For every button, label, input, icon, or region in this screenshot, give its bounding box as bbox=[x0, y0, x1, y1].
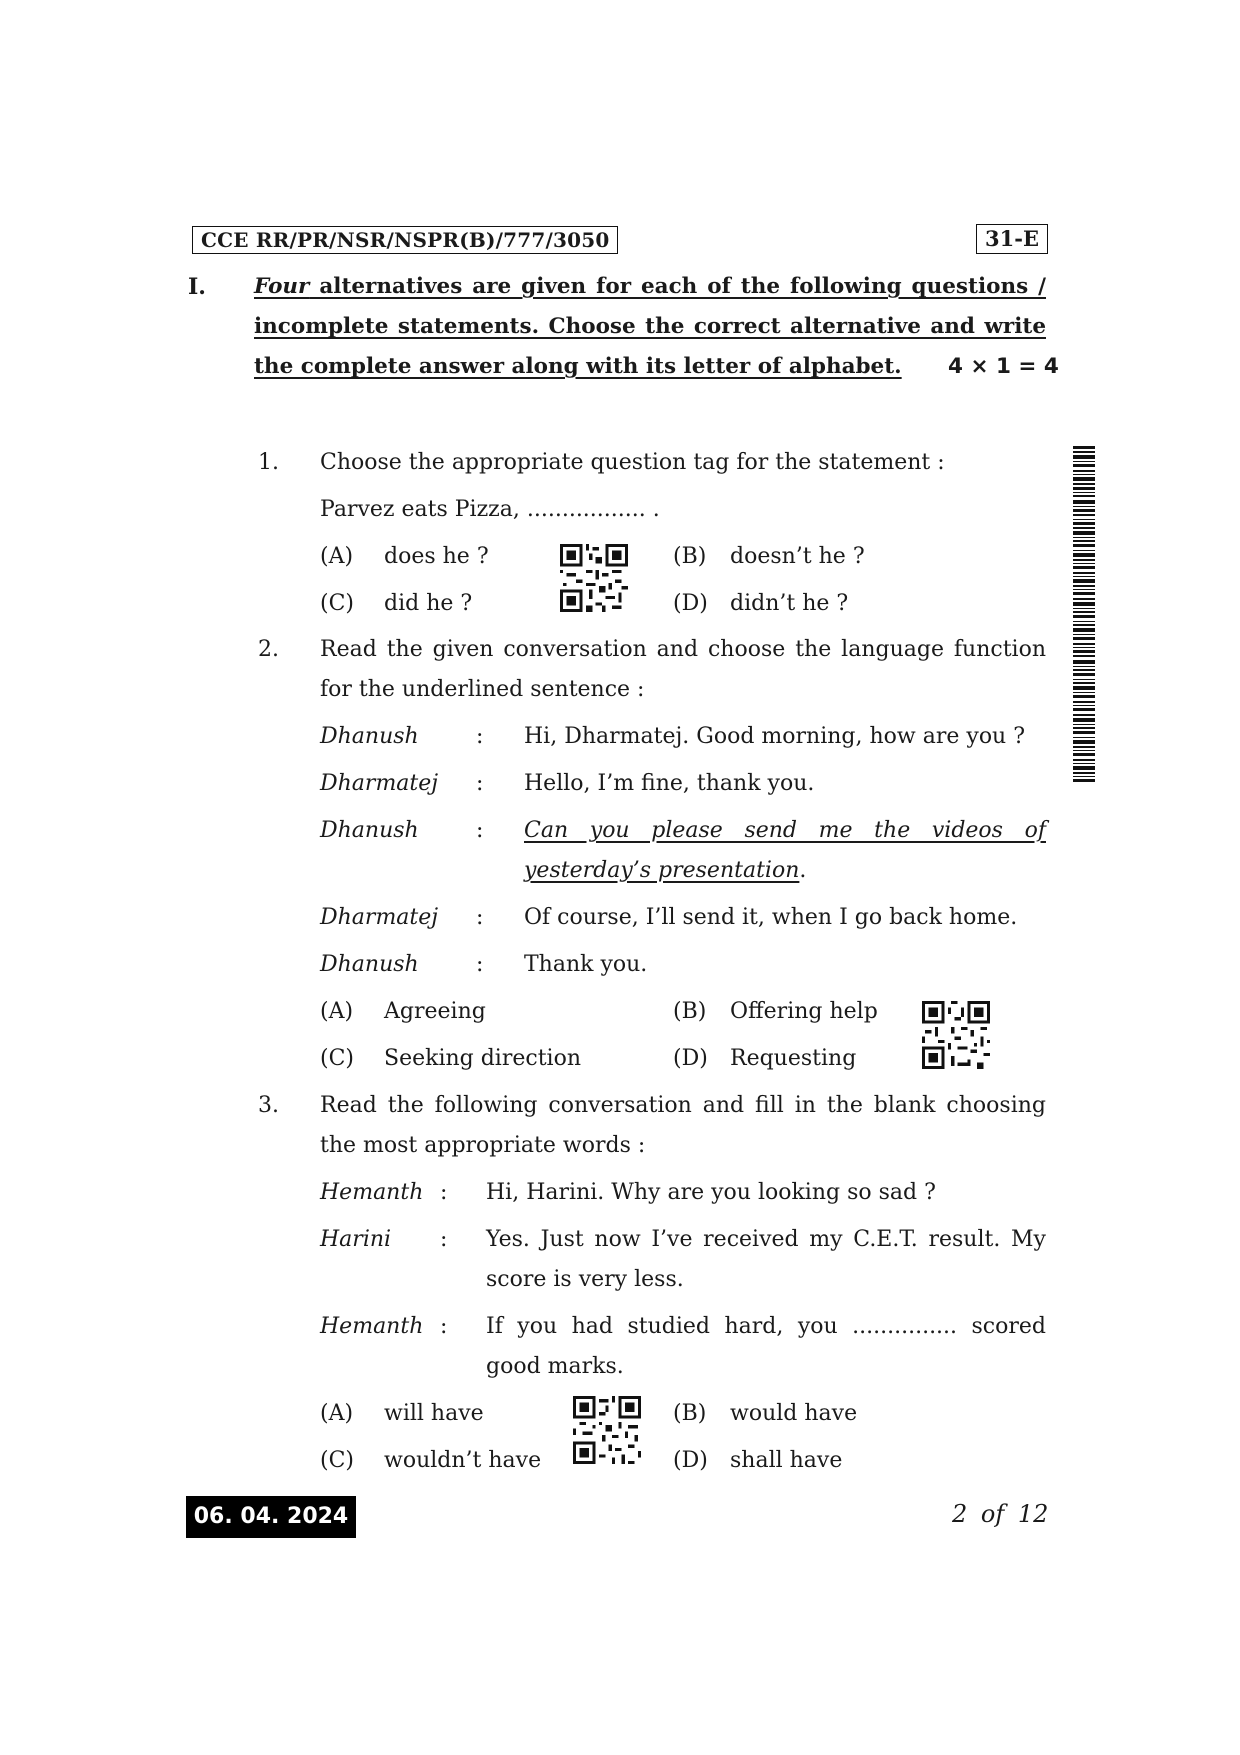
q1-statement: Parvez eats Pizza, ................. . bbox=[320, 497, 660, 522]
q2-underlined-period: . bbox=[799, 858, 807, 883]
q2-text-line-1: Read the given conversation and choose the language function bbox=[320, 637, 1046, 662]
q3-option-d-letter: (D) bbox=[673, 1448, 708, 1473]
q3-option-d[interactable]: shall have bbox=[730, 1448, 843, 1473]
q3-colon-1: : bbox=[440, 1180, 448, 1205]
q1-option-b-letter: (B) bbox=[673, 544, 707, 569]
instruction-line-1-text: alternatives are given for each of the following questions / bbox=[309, 274, 1046, 299]
q3-option-c-letter: (C) bbox=[320, 1448, 354, 1473]
q2-colon-1: : bbox=[476, 724, 484, 749]
q1-option-b[interactable]: doesn’t he ? bbox=[730, 544, 865, 569]
q3-colon-3: : bbox=[440, 1314, 448, 1339]
q2-speaker-3: Dhanush bbox=[320, 818, 419, 843]
qr-code-icon bbox=[560, 544, 628, 612]
instruction-line-1 bbox=[254, 274, 1046, 299]
exam-date-badge: 06. 04. 2024 bbox=[186, 1496, 356, 1538]
q2-option-b[interactable]: Offering help bbox=[730, 999, 878, 1024]
page-number: 2 of 12 bbox=[952, 1500, 1049, 1528]
q1-option-c-letter: (C) bbox=[320, 591, 354, 616]
q3-line-3b: good marks. bbox=[486, 1354, 624, 1379]
q2-speaker-1: Dhanush bbox=[320, 724, 419, 749]
q3-option-b-letter: (B) bbox=[673, 1401, 707, 1426]
q2-line-5: Thank you. bbox=[524, 952, 648, 977]
q2-speaker-2: Dharmatej bbox=[320, 771, 439, 796]
q3-option-b[interactable]: would have bbox=[730, 1401, 858, 1426]
q1-option-c[interactable]: did he ? bbox=[384, 591, 473, 616]
q3-line-3a: If you had studied hard, you ............... scored bbox=[486, 1314, 1046, 1339]
paper-code: CCE RR/PR/NSR/NSPR(B)/777/3050 bbox=[192, 226, 618, 254]
instruction-line-2: incomplete statements. Choose the correct alternative and write bbox=[254, 314, 1046, 339]
q2-option-a[interactable]: Agreeing bbox=[384, 999, 486, 1024]
section-marks: 4 × 1 = 4 bbox=[948, 354, 1059, 379]
q2-option-b-letter: (B) bbox=[673, 999, 707, 1024]
q2-option-d[interactable]: Requesting bbox=[730, 1046, 857, 1071]
barcode-icon bbox=[1073, 446, 1095, 782]
q2-underlined-line-2: yesterday’s presentation bbox=[524, 858, 800, 883]
q2-line-2: Hello, I’m fine, thank you. bbox=[524, 771, 815, 796]
q2-option-a-letter: (A) bbox=[320, 999, 354, 1024]
q3-line-1: Hi, Harini. Why are you looking so sad ? bbox=[486, 1180, 936, 1205]
q2-option-d-letter: (D) bbox=[673, 1046, 708, 1071]
q3-line-2a: Yes. Just now I’ve received my C.E.T. result. My bbox=[486, 1227, 1046, 1252]
q1-text: Choose the appropriate question tag for the statement : bbox=[320, 450, 945, 475]
q2-speaker-5: Dhanush bbox=[320, 952, 419, 977]
section-number: I. bbox=[188, 274, 206, 300]
q1-option-d[interactable]: didn’t he ? bbox=[730, 591, 849, 616]
q2-underlined-line-1: Can you please send me the videos of bbox=[524, 818, 1046, 843]
q2-colon-3: : bbox=[476, 818, 484, 843]
q3-option-a[interactable]: will have bbox=[384, 1401, 484, 1426]
q2-line-1: Hi, Dharmatej. Good morning, how are you ? bbox=[524, 724, 1026, 749]
q1-option-a[interactable]: does he ? bbox=[384, 544, 489, 569]
q2-colon-2: : bbox=[476, 771, 484, 796]
paper-id: 31-E bbox=[976, 224, 1048, 254]
q2-colon-4: : bbox=[476, 905, 484, 930]
q1-option-a-letter: (A) bbox=[320, 544, 354, 569]
instruction-line-3: the complete answer along with its letter of alphabet. bbox=[254, 354, 902, 379]
q3-speaker-3: Hemanth bbox=[320, 1314, 424, 1339]
q2-option-c-letter: (C) bbox=[320, 1046, 354, 1071]
q3-speaker-2: Harini bbox=[320, 1227, 392, 1252]
q3-text-line-2: the most appropriate words : bbox=[320, 1133, 646, 1158]
q2-underlined-line-2-wrap bbox=[524, 858, 806, 883]
qr-code-icon bbox=[922, 1001, 990, 1069]
q1-number: 1. bbox=[258, 450, 279, 475]
q3-speaker-1: Hemanth bbox=[320, 1180, 424, 1205]
q3-option-a-letter: (A) bbox=[320, 1401, 354, 1426]
q2-text-line-2: for the underlined sentence : bbox=[320, 677, 645, 702]
q2-line-4: Of course, I’ll send it, when I go back home. bbox=[524, 905, 1018, 930]
q2-speaker-4: Dharmatej bbox=[320, 905, 439, 930]
q3-line-2b: score is very less. bbox=[486, 1267, 684, 1292]
q3-number: 3. bbox=[258, 1093, 279, 1118]
q2-option-c[interactable]: Seeking direction bbox=[384, 1046, 581, 1071]
instruction-emphasis: Four bbox=[254, 274, 310, 299]
q3-option-c[interactable]: wouldn’t have bbox=[384, 1448, 542, 1473]
q2-colon-5: : bbox=[476, 952, 484, 977]
q2-number: 2. bbox=[258, 637, 279, 662]
q1-option-d-letter: (D) bbox=[673, 591, 708, 616]
q3-colon-2: : bbox=[440, 1227, 448, 1252]
q3-text-line-1: Read the following conversation and fill in the blank choosing bbox=[320, 1093, 1046, 1118]
qr-code-icon bbox=[573, 1396, 641, 1464]
